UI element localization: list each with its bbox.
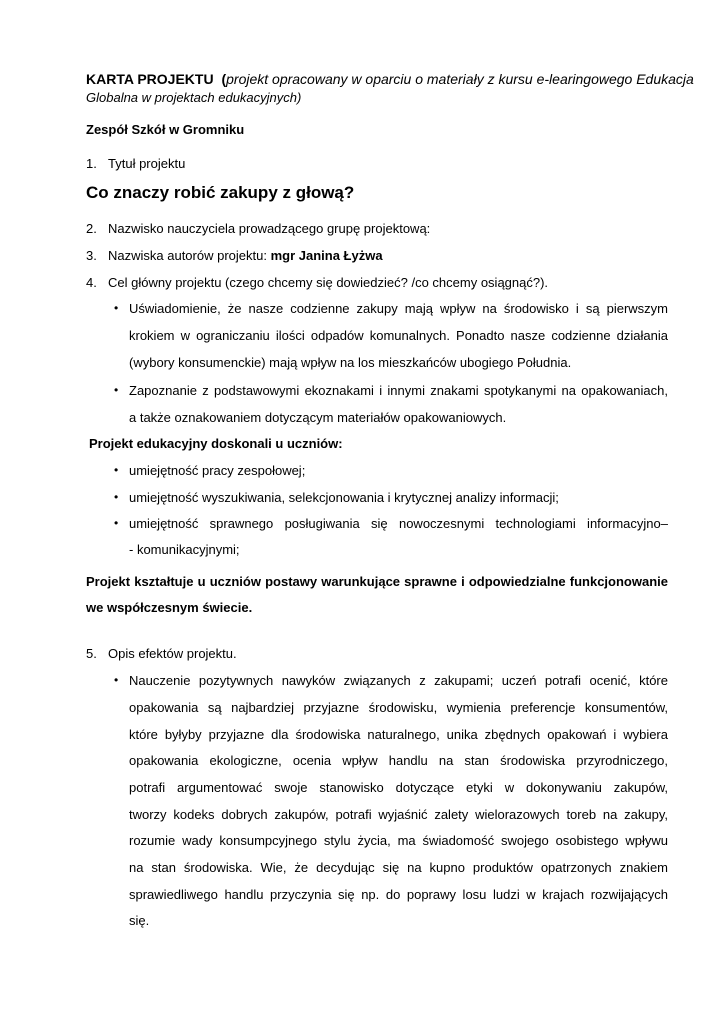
effects-line-7: rozumie wady konsumpcyjnego stylu życia, ma świadomość swojego osobistego wpływu [129,833,668,848]
school-name: Zespół Szkół w Gromniku [86,122,245,137]
attitudes-line-2: we współczesnym świecie. [86,600,253,615]
effects-line-10: się. [129,913,150,928]
item-label-4: Cel główny projektu (czego chcemy się dowiedzieć? /co chcemy osiągnąć?). [108,275,549,290]
skills-heading: Projekt edukacyjny doskonali u uczniów: [89,436,343,451]
skill-3-line-1: umiejętność sprawnego posługiwania się nowoczesnymi technologiami informacyjno– [129,516,668,531]
doc-title: KARTA PROJEKTU [86,71,214,87]
effects-line-4: opakowania ekologiczne, ocenia wpływ handlu na stan środowiska przyrodniczego, [129,753,668,768]
effects-line-5: potrafi argumentować swoje stanowisko dotyczące etyki w dokonywaniu zakupów, [129,780,668,795]
item-number-2: 2. [86,221,97,236]
project-title: Co znaczy robić zakupy z głową? [86,183,355,202]
item-label-2: Nazwisko nauczyciela prowadzącego grupę projektową: [108,221,431,236]
bullet-icon: • [114,463,119,477]
subtitle-line-2: Globalna w projektach edukacyjnych) [86,90,302,105]
item-label-3 [108,248,383,263]
goal-1-line-3: (wybory konsumenckie) mają wpływ na los mieszkańców ubogiego Południa. [129,355,572,370]
attitudes-line-1: Projekt kształtuje u uczniów postawy warunkujące sprawne i odpowiedzialne funkcjonowanie [86,574,668,589]
subtitle-paren: ( [221,71,227,87]
effects-line-8: na stan środowiska. Wie, że decydując się na kupno produktów opatrzonych znakiem [129,860,668,875]
goal-1-line-1: Uświadomienie, że nasze codzienne zakupy mają wpływ na środowisko i są pierwszym [129,301,668,316]
item-number-1: 1. [86,156,97,171]
goal-1-line-2: krokiem w ograniczaniu ilości odpadów komunalnych. Ponadto nasze codzienne działania [129,328,668,343]
bullet-icon: • [114,301,119,315]
skill-3-line-2: - komunikacyjnymi; [129,542,240,557]
item-label-5: Opis efektów projektu. [108,646,237,661]
subtitle-line-1: projekt opracowany w oparciu o materiały z kursu e-learingowego Edukacja [226,71,694,87]
goal-2-line-2: a także oznakowaniem dotyczącym materiałów opakowaniowych. [129,410,507,425]
authors-label: Nazwiska autorów projektu: [108,248,271,263]
effects-line-6: tworzy kodeks dobrych zakupów, potrafi wyjaśnić zalety wielorazowych toreb na zakupy, [129,807,668,822]
item-label-1: Tytuł projektu [108,156,186,171]
item-number-3: 3. [86,248,97,263]
effects-line-9: sprawiedliwego handlu przyczynia się np. do poprawy losu ludzi w krajach rozwijających [129,887,668,902]
bullet-icon: • [114,673,119,687]
goal-2-line-1: Zapoznanie z podstawowymi ekoznakami i innymi znakami spotykanymi na opakowaniach, [129,383,668,398]
bullet-icon: • [114,383,119,397]
bullet-icon: • [114,516,119,530]
bullet-icon: • [114,490,119,504]
effects-line-3: które byłyby przyjazne dla środowiska naturalnego, unika zbędnych opakowań i wybiera [129,727,668,742]
item-number-5: 5. [86,646,97,661]
header-line-1 [86,71,694,87]
effects-line-1: Nauczenie pozytywnych nawyków związanych z zakupami; uczeń potrafi ocenić, które [129,673,668,688]
skill-1: umiejętność pracy zespołowej; [129,463,306,478]
item-number-4: 4. [86,275,97,290]
author-name: mgr Janina Łyżwa [270,248,383,263]
effects-line-2: opakowania są najbardziej przyjazne środowisku, wymienia preferencje konsumentów, [129,700,668,715]
skill-2: umiejętność wyszukiwania, selekcjonowania i krytycznej analizy informacji; [129,490,559,505]
